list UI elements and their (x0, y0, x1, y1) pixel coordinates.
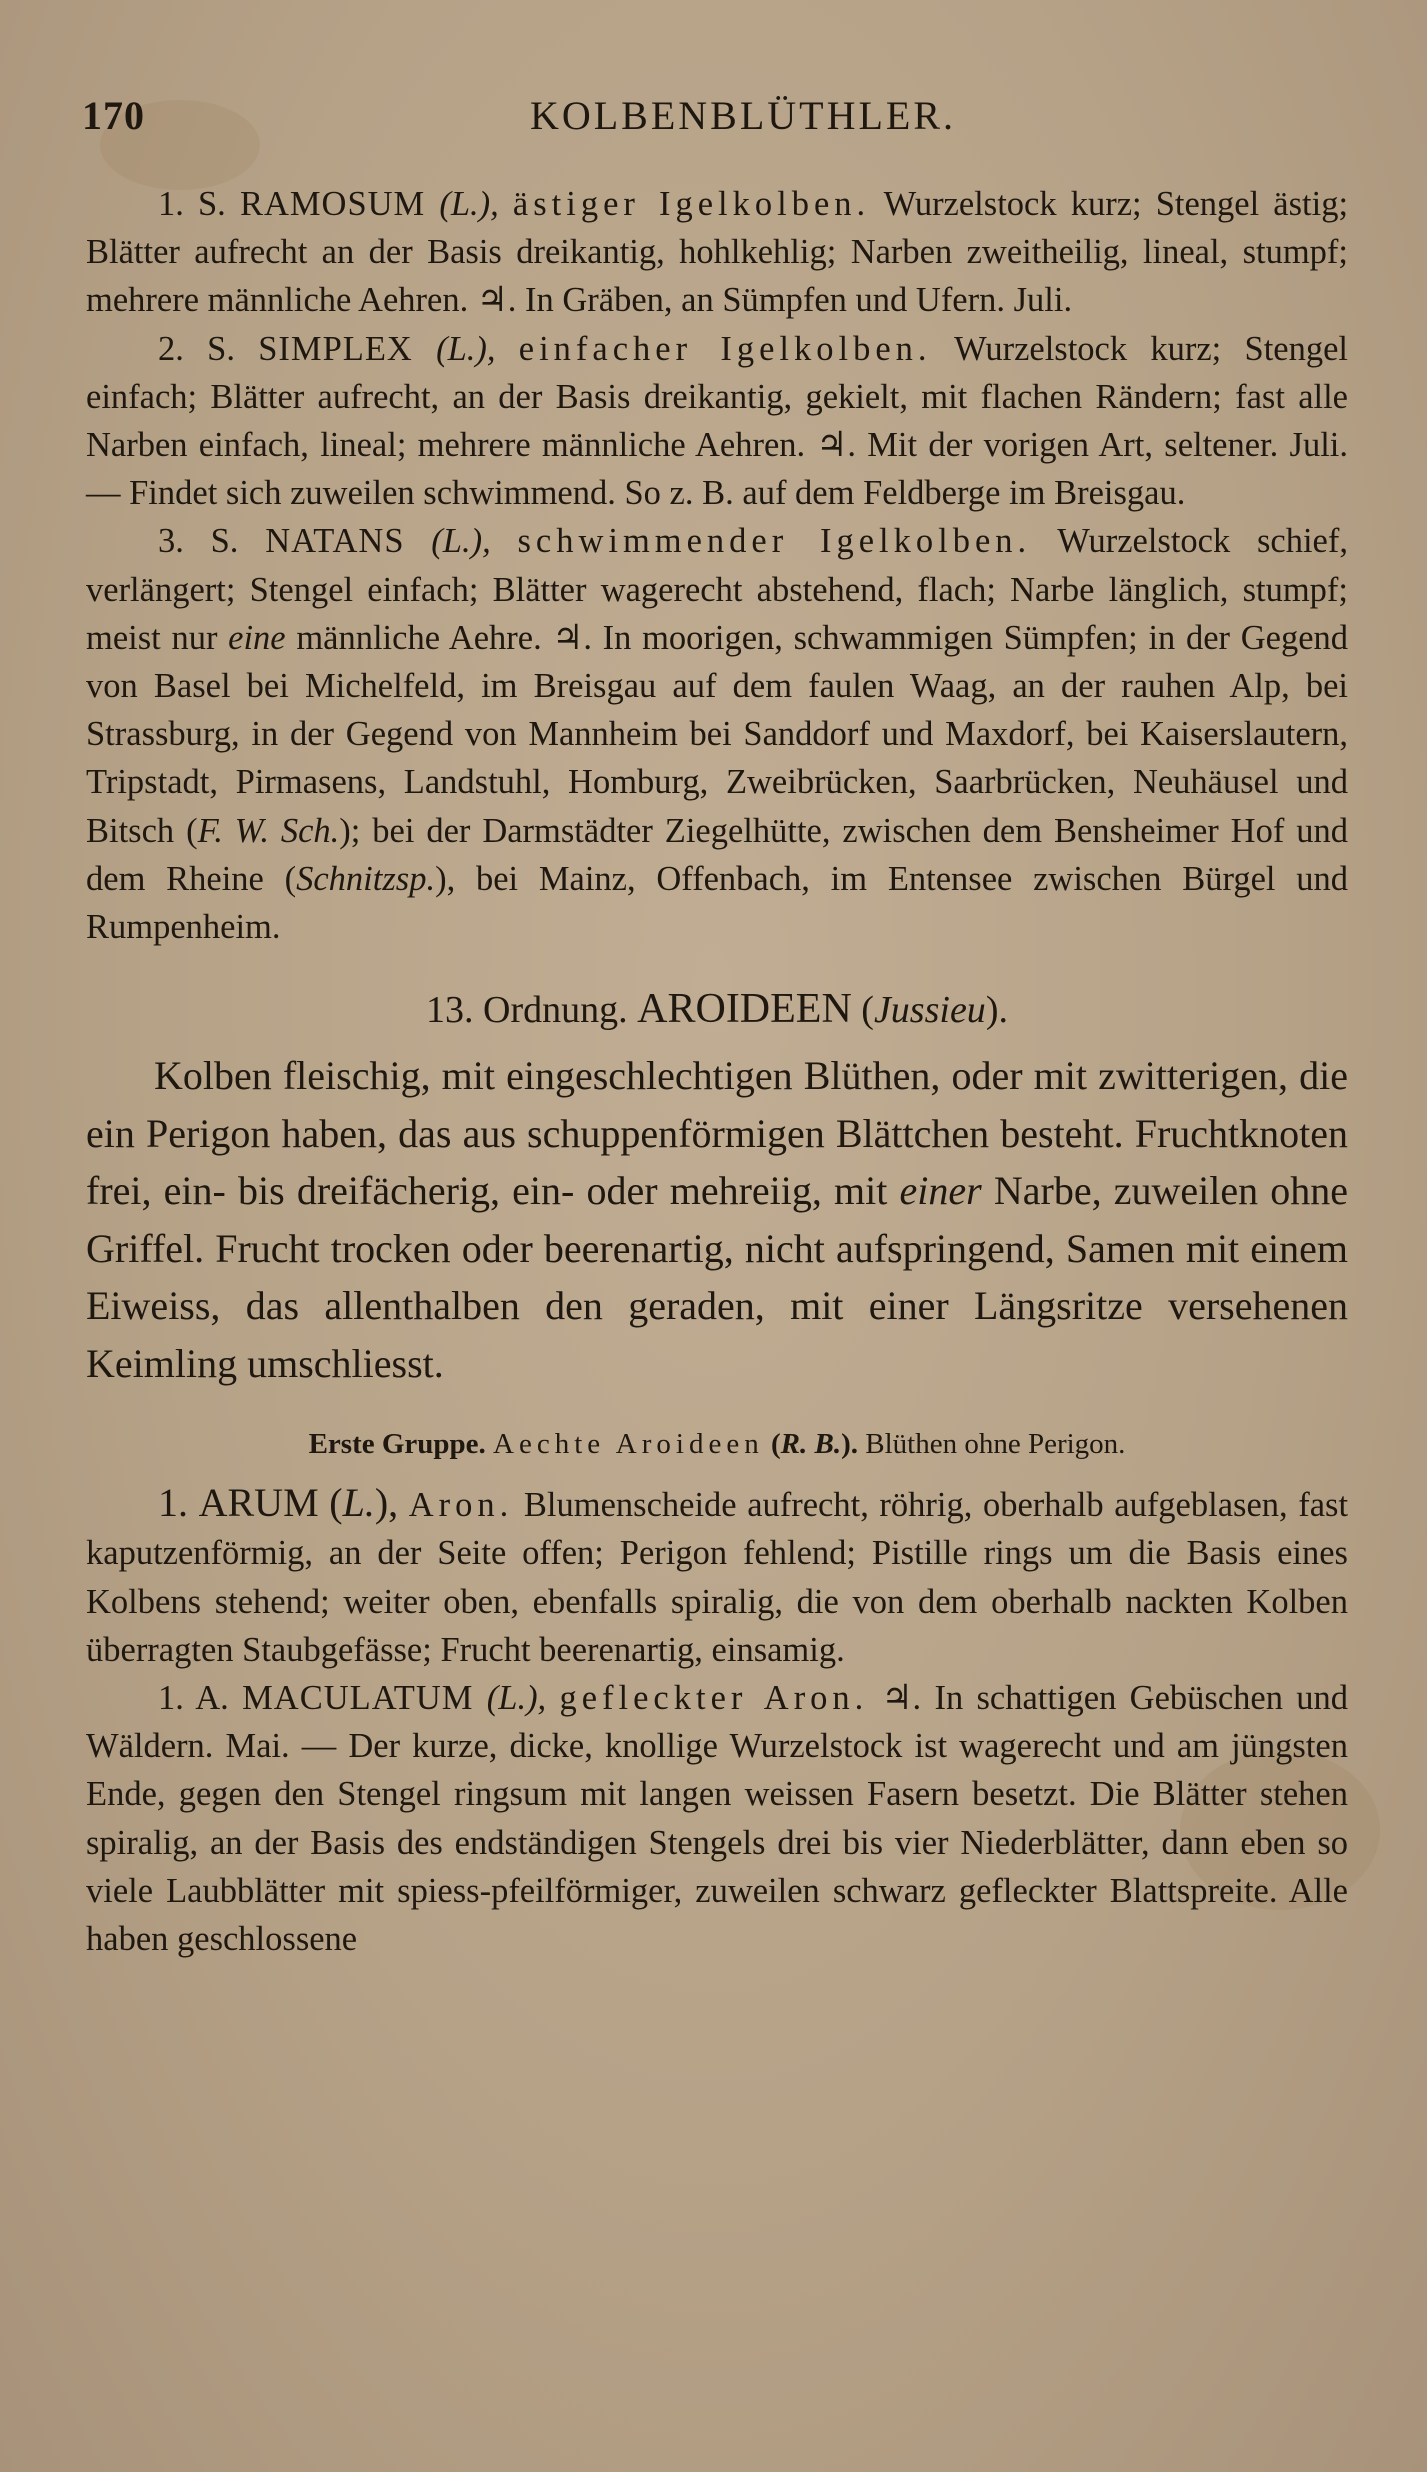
genus-section (86, 1479, 1348, 1963)
page-number: 170 (82, 93, 145, 138)
running-head: KOLBENBLÜTHLER. (529, 93, 957, 138)
species-list (86, 180, 1348, 951)
page-body (86, 180, 1348, 1963)
species-entry: 3. S. NATANS (L.), schwimmender Igelkolben. Wurzelstock schief, verlängert; Stengel einfach; Blätter wagerecht abstehend, flach; Narbe länglich, stumpf; meist nur eine männliche Aehre. ♃. In moorigen, schwammigen Sümpfen; in der Gegend von Basel bei Michelfeld, im Breisgau auf dem faulen Waag, an der rauhen Alp, bei Strassburg, in der Gegend von Mannheim bei Sanddorf und Maxdorf, bei Kaiserslautern, Tripstadt, Pirmasens, Landstuhl, Homburg, Zweibrücken, Saarbrücken, Neuhäusel und Bitsch (F. W. Sch.); bei der Darmstädter Ziegelhütte, zwischen dem Bensheimer Hof und dem Rheine (Schnitzsp.), bei Mainz, Offenbach, im Entensee zwischen Bürgel und Rumpenheim. (86, 522, 1349, 947)
page-header (82, 92, 1344, 152)
genus-entry: 1. ARUM (L.), Aron. Blumenscheide aufrecht, röhrig, oberhalb aufgeblasen, fast kaputzenförmig, an der Seite offen; Perigon fehlend; Pistille rings um die Basis eines Kolbens stehend; weiter oben, ebenfalls spiralig, die von dem oberhalb nackten Kolben überragten Staubgefässe; Frucht beerenartig, einsamig. (86, 1480, 1349, 1669)
species-entry: 2. S. SIMPLEX (L.), einfacher Igelkolben. Wurzelstock kurz; Stengel einfach; Blätter aufrecht, an der Basis dreikantig, gekielt, mit flachen Rändern; fast alle Narben einfach, lineal; mehrere männliche Aehren. ♃. Mit der vorigen Art, seltener. Juli. — Findet sich zuweilen schwimmend. So z. B. auf dem Feldberge im Breisgau. (86, 329, 1349, 513)
species-entry: 1. A. MACULATUM (L.), gefleckter Aron. ♃. In schattigen Gebüschen und Wäldern. Mai. — Der kurze, dicke, knollige Wurzelstock ist wagerecht und am jüngsten Ende, gegen den Stengel ringsum mit langen weissen Fasern besetzt. Die Blätter stehen spiralig, an der Basis des endständigen Stengels drei bis vier Niederblätter, dann eben so viele Laubblätter mit spiess-pfeilförmiger, zuweilen schwarz gefleckter Blattspreite. Alle haben geschlossene (86, 1679, 1348, 1959)
order-description: Kolben fleischig, mit eingeschlechtigen Blüthen, oder mit zwitterigen, die ein Perigon haben, das aus schuppenförmigen Blättchen besteht. Fruchtknoten frei, ein- bis dreifächerig, ein- oder mehreiig, mit einer Narbe, zuweilen ohne Griffel. Frucht trocken oder beerenartig, nicht aufspringend, Samen mit einem Eiweiss, das allenthalben den geraden, mit einer Längsritze versehenen Keimling umschliesst. (86, 1053, 1349, 1386)
order-heading: 13. Ordnung. AROIDEEN (Jussieu). (426, 986, 1008, 1033)
group-heading: Erste Gruppe. Aechte Aroideen (R. B.). Blüthen ohne Perigon. (308, 1428, 1126, 1461)
species-entry: 1. S. RAMOSUM (L.), ästiger Igelkolben. Wurzelstock kurz; Stengel ästig; Blätter aufrecht an der Basis dreikantig, hohlkehlig; Narben zweitheilig, lineal, stumpf; mehrere männliche Aehren. ♃. In Gräben, an Sümpfen und Ufern. Juli. (86, 185, 1349, 320)
